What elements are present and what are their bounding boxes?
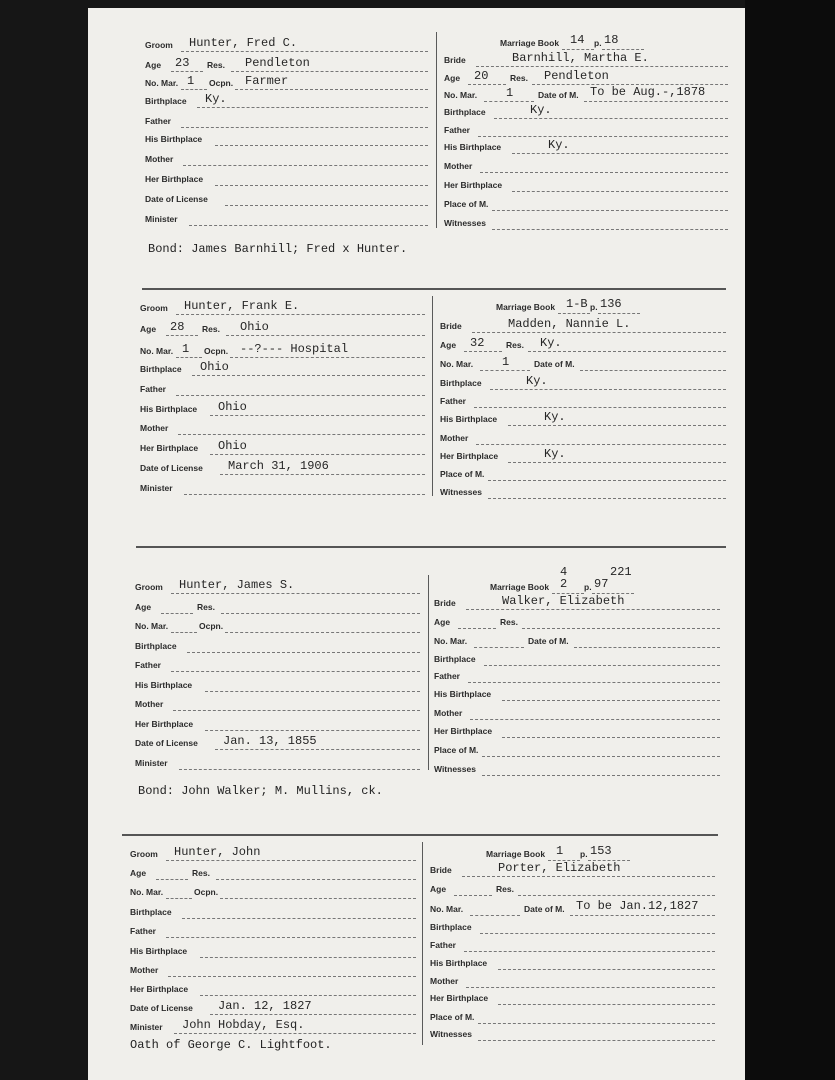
groom-name: Hunter, John	[174, 845, 261, 859]
dotted-line	[166, 860, 416, 861]
dotted-line	[464, 951, 715, 952]
card-note: Bond: James Barnhill; Fred x Hunter.	[148, 242, 408, 256]
dotted-line	[484, 665, 720, 666]
birthplace-label: Birthplace	[440, 378, 482, 388]
dotted-line	[602, 49, 644, 50]
groom-birthplace: Ohio	[200, 360, 229, 374]
dotted-line	[179, 769, 420, 770]
dotted-line	[210, 454, 425, 455]
dotted-line	[168, 976, 416, 977]
dotted-line	[192, 375, 425, 376]
age-label: Age	[145, 60, 162, 70]
bride-age: 20	[474, 69, 489, 83]
marriage-book-number: 2	[560, 577, 568, 591]
his-birthplace-label: His Birthplace	[145, 134, 203, 144]
groom-label: Groom	[140, 303, 168, 313]
dotted-line	[173, 710, 420, 711]
date-of-license-label: Date of License	[145, 194, 208, 204]
mother-label: Mother	[135, 699, 164, 709]
father-label: Father	[145, 116, 171, 126]
bride-label: Bride	[434, 598, 456, 608]
her-birthplace-label: Her Birthplace	[130, 984, 189, 994]
dotted-line	[468, 682, 720, 683]
res-label: Res.	[506, 340, 524, 350]
bride-his-birthplace: Ky.	[544, 410, 566, 424]
date-of-m-label: Date of M.	[538, 90, 579, 100]
scan-edge	[745, 0, 835, 1080]
res-label: Res.	[500, 617, 518, 627]
dotted-line	[181, 89, 207, 90]
dotted-line	[484, 101, 534, 102]
dotted-line	[174, 1033, 416, 1034]
no-mar-label: No. Mar.	[430, 904, 464, 914]
dotted-line	[558, 313, 590, 314]
birthplace-label: Birthplace	[140, 364, 182, 374]
age-label: Age	[444, 73, 461, 83]
dotted-line	[184, 494, 425, 495]
dotted-line	[502, 737, 720, 738]
groom-minister: John Hobday, Esq.	[182, 1018, 305, 1032]
dotted-line	[462, 876, 715, 877]
bride-label: Bride	[444, 55, 466, 65]
res-label: Res.	[207, 60, 225, 70]
place-of-m-label: Place of M.	[444, 199, 489, 209]
marriage-book-top: 4	[560, 565, 568, 579]
father-label: Father	[444, 125, 470, 135]
his-birthplace-label: His Birthplace	[130, 946, 188, 956]
mother-label: Mother	[140, 423, 169, 433]
no-mar-label: No. Mar.	[145, 78, 179, 88]
no-mar-label: No. Mar.	[434, 636, 468, 646]
father-label: Father	[434, 671, 460, 681]
card-separator	[136, 546, 726, 548]
card-note: Bond: John Walker; M. Mullins, ck.	[138, 784, 383, 798]
his-birthplace-label: His Birthplace	[440, 414, 498, 424]
dotted-line	[478, 1023, 715, 1024]
birthplace-label: Birthplace	[145, 96, 187, 106]
her-birthplace-label: Her Birthplace	[135, 719, 194, 729]
dotted-line	[478, 136, 728, 137]
card-divider	[436, 32, 437, 228]
bride-name: Barnhill, Martha E.	[512, 51, 649, 65]
bride-her-birthplace: Ky.	[544, 447, 566, 461]
bride-label: Bride	[430, 865, 452, 875]
dotted-line	[200, 995, 416, 996]
birthplace-label: Birthplace	[430, 922, 472, 932]
witnesses-label: Witnesses	[440, 487, 482, 497]
dotted-line	[492, 210, 728, 211]
bride-name: Madden, Nannie L.	[508, 317, 631, 331]
groom-res: Ohio	[240, 320, 269, 334]
bride-birthplace: Ky.	[530, 103, 552, 117]
dotted-line	[574, 647, 720, 648]
his-birthplace-label: His Birthplace	[444, 142, 502, 152]
birthplace-label: Birthplace	[130, 907, 172, 917]
her-birthplace-label: Her Birthplace	[434, 726, 493, 736]
dotted-line	[476, 66, 728, 67]
dotted-line	[221, 613, 420, 614]
bride-age: 32	[470, 336, 485, 350]
dotted-line	[570, 915, 715, 916]
dotted-line	[215, 145, 428, 146]
dotted-line	[182, 918, 416, 919]
mother-label: Mother	[434, 708, 463, 718]
dotted-line	[512, 191, 728, 192]
no-mar-label: No. Mar.	[140, 346, 174, 356]
no-mar-label: No. Mar.	[130, 887, 164, 897]
date-of-license-label: Date of License	[135, 738, 198, 748]
groom-no-mar: 1	[182, 342, 190, 356]
date-of-license-label: Date of License	[140, 463, 203, 473]
dotted-line	[176, 357, 202, 358]
mother-label: Mother	[145, 154, 174, 164]
dotted-line	[215, 749, 420, 750]
dotted-line	[480, 172, 728, 173]
her-birthplace-label: Her Birthplace	[140, 443, 199, 453]
father-label: Father	[430, 940, 456, 950]
dotted-line	[205, 730, 420, 731]
dotted-line	[480, 933, 715, 934]
dotted-line	[472, 332, 726, 333]
age-label: Age	[430, 884, 447, 894]
minister-label: Minister	[130, 1022, 163, 1032]
place-of-m-label: Place of M.	[440, 469, 485, 479]
father-label: Father	[440, 396, 466, 406]
dotted-line	[210, 415, 425, 416]
marriage-book-label: Marriage Book	[490, 582, 550, 592]
dotted-line	[502, 700, 720, 701]
marriage-book-label: Marriage Book	[486, 849, 546, 859]
dotted-line	[488, 498, 726, 499]
ocpn-label: Ocpn.	[204, 346, 229, 356]
his-birthplace-label: His Birthplace	[434, 689, 492, 699]
minister-label: Minister	[140, 483, 173, 493]
marriage-book-number: 1	[556, 844, 564, 858]
witnesses-label: Witnesses	[430, 1029, 472, 1039]
his-birthplace-label: His Birthplace	[140, 404, 198, 414]
date-of-m-label: Date of M.	[528, 636, 569, 646]
ocpn-label: Ocpn.	[199, 621, 224, 631]
dotted-line	[171, 671, 420, 672]
birthplace-label: Birthplace	[135, 641, 177, 651]
page-number: 97	[594, 577, 609, 591]
dotted-line	[580, 370, 726, 371]
dotted-line	[478, 1040, 715, 1041]
dotted-line	[226, 335, 425, 336]
dotted-line	[210, 1014, 416, 1015]
dotted-line	[215, 185, 428, 186]
dotted-line	[474, 647, 524, 648]
date-of-m-label: Date of M.	[534, 359, 575, 369]
her-birthplace-label: Her Birthplace	[145, 174, 204, 184]
ocpn-label: Ocpn.	[209, 78, 234, 88]
groom-label: Groom	[145, 40, 173, 50]
dotted-line	[171, 71, 203, 72]
dotted-line	[225, 632, 420, 633]
dotted-line	[235, 89, 428, 90]
dotted-line	[468, 84, 506, 85]
dotted-line	[181, 127, 428, 128]
groom-label: Groom	[130, 849, 158, 859]
groom-name: Hunter, James S.	[179, 578, 295, 592]
groom-birthplace: Ky.	[205, 92, 227, 106]
dotted-line	[474, 407, 726, 408]
page-number: 18	[604, 33, 619, 47]
page-number: 153	[590, 844, 612, 858]
marriage-book-label: Marriage Book	[500, 38, 560, 48]
minister-label: Minister	[135, 758, 168, 768]
age-label: Age	[130, 868, 147, 878]
no-mar-label: No. Mar.	[444, 90, 478, 100]
res-label: Res.	[197, 602, 215, 612]
page-top: 221	[610, 565, 632, 579]
dotted-line	[231, 71, 428, 72]
groom-no-mar: 1	[187, 74, 195, 88]
dotted-line	[494, 118, 728, 119]
dotted-line	[230, 357, 425, 358]
her-birthplace-label: Her Birthplace	[430, 993, 489, 1003]
dotted-line	[498, 1004, 715, 1005]
her-birthplace-label: Her Birthplace	[440, 451, 499, 461]
card-separator	[142, 288, 726, 290]
card-separator	[122, 834, 718, 836]
bride-label: Bride	[440, 321, 462, 331]
groom-his-birthplace: Ohio	[218, 400, 247, 414]
dotted-line	[470, 915, 520, 916]
groom-name: Hunter, Frank E.	[184, 299, 300, 313]
father-label: Father	[140, 384, 166, 394]
dotted-line	[466, 609, 720, 610]
bride-res: Ky.	[540, 336, 562, 350]
card-divider	[428, 575, 429, 770]
date-of-m-label: Date of M.	[524, 904, 565, 914]
date-of-license-label: Date of License	[130, 1003, 193, 1013]
dotted-line	[187, 652, 420, 653]
dotted-line	[183, 165, 428, 166]
groom-date-of-license: Jan. 12, 1827	[218, 999, 312, 1013]
dotted-line	[584, 101, 728, 102]
marriage-book-number: 1-B	[566, 297, 588, 311]
dotted-line	[176, 314, 425, 315]
his-birthplace-label: His Birthplace	[135, 680, 193, 690]
dotted-line	[508, 462, 726, 463]
dotted-line	[562, 49, 594, 50]
page-label: p.	[580, 849, 588, 859]
age-label: Age	[140, 324, 157, 334]
dotted-line	[488, 480, 726, 481]
witnesses-label: Witnesses	[434, 764, 476, 774]
bride-no-mar: 1	[502, 355, 510, 369]
dotted-line	[156, 879, 188, 880]
ocpn-label: Ocpn.	[194, 887, 219, 897]
her-birthplace-label: Her Birthplace	[444, 180, 503, 190]
bride-date-of-m: To be Jan.12,1827	[576, 899, 699, 913]
witnesses-label: Witnesses	[444, 218, 486, 228]
bride-birthplace: Ky.	[526, 374, 548, 388]
marriage-record-page	[88, 8, 748, 1080]
groom-res: Pendleton	[245, 56, 310, 70]
res-label: Res.	[202, 324, 220, 334]
dotted-line	[476, 444, 726, 445]
place-of-m-label: Place of M.	[434, 745, 479, 755]
dotted-line	[528, 351, 726, 352]
bride-name: Walker, Elizabeth	[502, 594, 625, 608]
place-of-m-label: Place of M.	[430, 1012, 475, 1022]
no-mar-label: No. Mar.	[440, 359, 474, 369]
dotted-line	[220, 898, 416, 899]
bride-res: Pendleton	[544, 69, 609, 83]
no-mar-label: No. Mar.	[135, 621, 169, 631]
res-label: Res.	[496, 884, 514, 894]
dotted-line	[220, 474, 425, 475]
res-label: Res.	[510, 73, 528, 83]
dotted-line	[166, 335, 198, 336]
marriage-book-number: 14	[570, 33, 585, 47]
dotted-line	[522, 628, 720, 629]
dotted-line	[197, 107, 428, 108]
mother-label: Mother	[430, 976, 459, 986]
bride-name: Porter, Elizabeth	[498, 861, 621, 875]
dotted-line	[458, 628, 496, 629]
dotted-line	[171, 632, 197, 633]
dotted-line	[482, 756, 720, 757]
dotted-line	[200, 957, 416, 958]
bride-date-of-m: To be Aug.-,1878	[590, 85, 706, 99]
groom-label: Groom	[135, 582, 163, 592]
groom-her-birthplace: Ohio	[218, 439, 247, 453]
groom-date-of-license: March 31, 1906	[228, 459, 329, 473]
groom-name: Hunter, Fred C.	[189, 36, 298, 50]
dotted-line	[216, 879, 416, 880]
father-label: Father	[130, 926, 156, 936]
card-divider	[432, 296, 433, 496]
groom-ocpn: Farmer	[245, 74, 289, 88]
card-note: Oath of George C. Lightfoot.	[130, 1038, 332, 1052]
dotted-line	[205, 691, 420, 692]
age-label: Age	[434, 617, 451, 627]
dotted-line	[171, 593, 420, 594]
dotted-line	[166, 937, 416, 938]
page-number: 136	[600, 297, 622, 311]
minister-label: Minister	[145, 214, 178, 224]
dotted-line	[166, 898, 192, 899]
mother-label: Mother	[130, 965, 159, 975]
marriage-book-label: Marriage Book	[496, 302, 556, 312]
age-label: Age	[135, 602, 152, 612]
dotted-line	[189, 225, 428, 226]
bride-no-mar: 1	[506, 86, 514, 100]
dotted-line	[518, 895, 715, 896]
dotted-line	[161, 613, 193, 614]
groom-ocpn: --?--- Hospital	[240, 342, 349, 356]
age-label: Age	[440, 340, 457, 350]
card-divider	[422, 842, 423, 1045]
mother-label: Mother	[440, 433, 469, 443]
dotted-line	[498, 969, 715, 970]
birthplace-label: Birthplace	[434, 654, 476, 664]
dotted-line	[482, 775, 720, 776]
dotted-line	[512, 153, 728, 154]
mother-label: Mother	[444, 161, 473, 171]
dotted-line	[598, 313, 640, 314]
page-label: p.	[594, 38, 602, 48]
res-label: Res.	[192, 868, 210, 878]
dotted-line	[464, 351, 502, 352]
dotted-line	[466, 987, 715, 988]
dotted-line	[470, 719, 720, 720]
groom-age: 23	[175, 56, 190, 70]
birthplace-label: Birthplace	[444, 107, 486, 117]
dotted-line	[225, 205, 428, 206]
dotted-line	[454, 895, 492, 896]
dotted-line	[480, 370, 530, 371]
dotted-line	[508, 425, 726, 426]
dotted-line	[181, 51, 428, 52]
groom-date-of-license: Jan. 13, 1855	[223, 734, 317, 748]
his-birthplace-label: His Birthplace	[430, 958, 488, 968]
dotted-line	[490, 389, 726, 390]
dotted-line	[176, 395, 425, 396]
dotted-line	[492, 229, 728, 230]
dotted-line	[178, 434, 425, 435]
page-label: p.	[584, 582, 592, 592]
groom-age: 28	[170, 320, 185, 334]
bride-his-birthplace: Ky.	[548, 138, 570, 152]
father-label: Father	[135, 660, 161, 670]
page-label: p.	[590, 302, 598, 312]
